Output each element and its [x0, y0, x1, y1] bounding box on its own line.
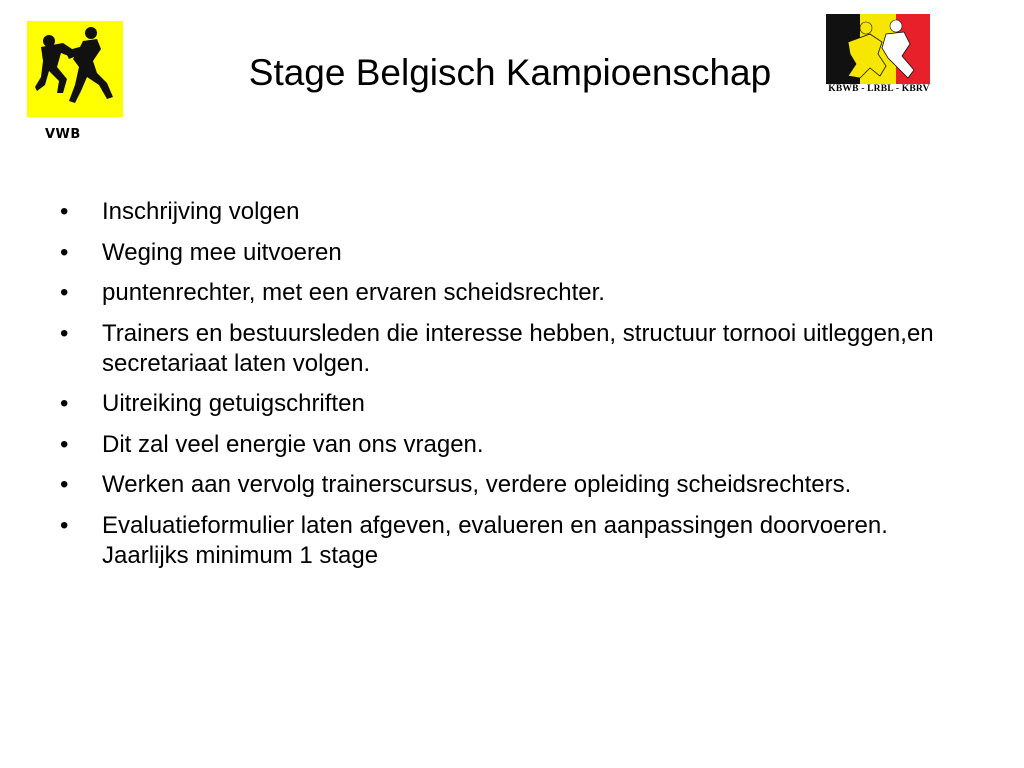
bullet-dot-icon: •: [60, 390, 69, 417]
bullet-dot-icon: •: [60, 279, 69, 306]
bullet-list: [58, 197, 958, 581]
bullet-item: [58, 389, 958, 419]
bullet-text: Dit zal veel energie van ons vragen.: [102, 430, 484, 458]
bullet-dot-icon: •: [60, 471, 69, 498]
bullet-text: Weging mee uitvoeren: [102, 238, 342, 266]
bullet-text: Werken aan vervolg trainerscursus, verdere opleiding scheidsrechters.: [102, 471, 852, 498]
bullet-text: Inschrijving volgen: [102, 198, 300, 225]
bullet-dot-icon: •: [60, 198, 69, 225]
slide-title: Stage Belgisch Kampioenschap: [248, 52, 772, 93]
bullet-item: [58, 319, 958, 379]
bullet-item: [58, 278, 958, 308]
bullet-text: puntenrechter, met een ervaren scheidsrechter.: [102, 279, 605, 306]
vwb-wrestlers-logo-icon: [27, 21, 123, 117]
kbwb-wrestlers-logo-icon: [826, 14, 930, 84]
bullet-item: [58, 511, 958, 571]
bullet-dot-icon: •: [60, 430, 69, 458]
bullet-text: Uitreiking getuigschriften: [102, 390, 365, 417]
bullet-text: Evaluatieformulier laten afgeven, evalueren en aanpassingen doorvoeren. Jaarlijks minimum 1 stage: [102, 511, 888, 569]
bullet-dot-icon: •: [60, 511, 69, 539]
kbwb-logo-caption: KBWB - LRBL - KBRV: [828, 84, 930, 94]
bullet-item: [58, 238, 958, 268]
bullet-dot-icon: •: [60, 319, 69, 347]
bullet-item: [58, 430, 958, 460]
vwb-logo-caption: VWB: [45, 127, 81, 142]
bullet-item: [58, 197, 958, 227]
bullet-text: Trainers en bestuursleden die interesse hebben, structuur tornooi uitleggen,en secretariaat laten volgen.: [102, 319, 934, 377]
bullet-dot-icon: •: [60, 238, 69, 266]
bullet-item: [58, 470, 958, 500]
